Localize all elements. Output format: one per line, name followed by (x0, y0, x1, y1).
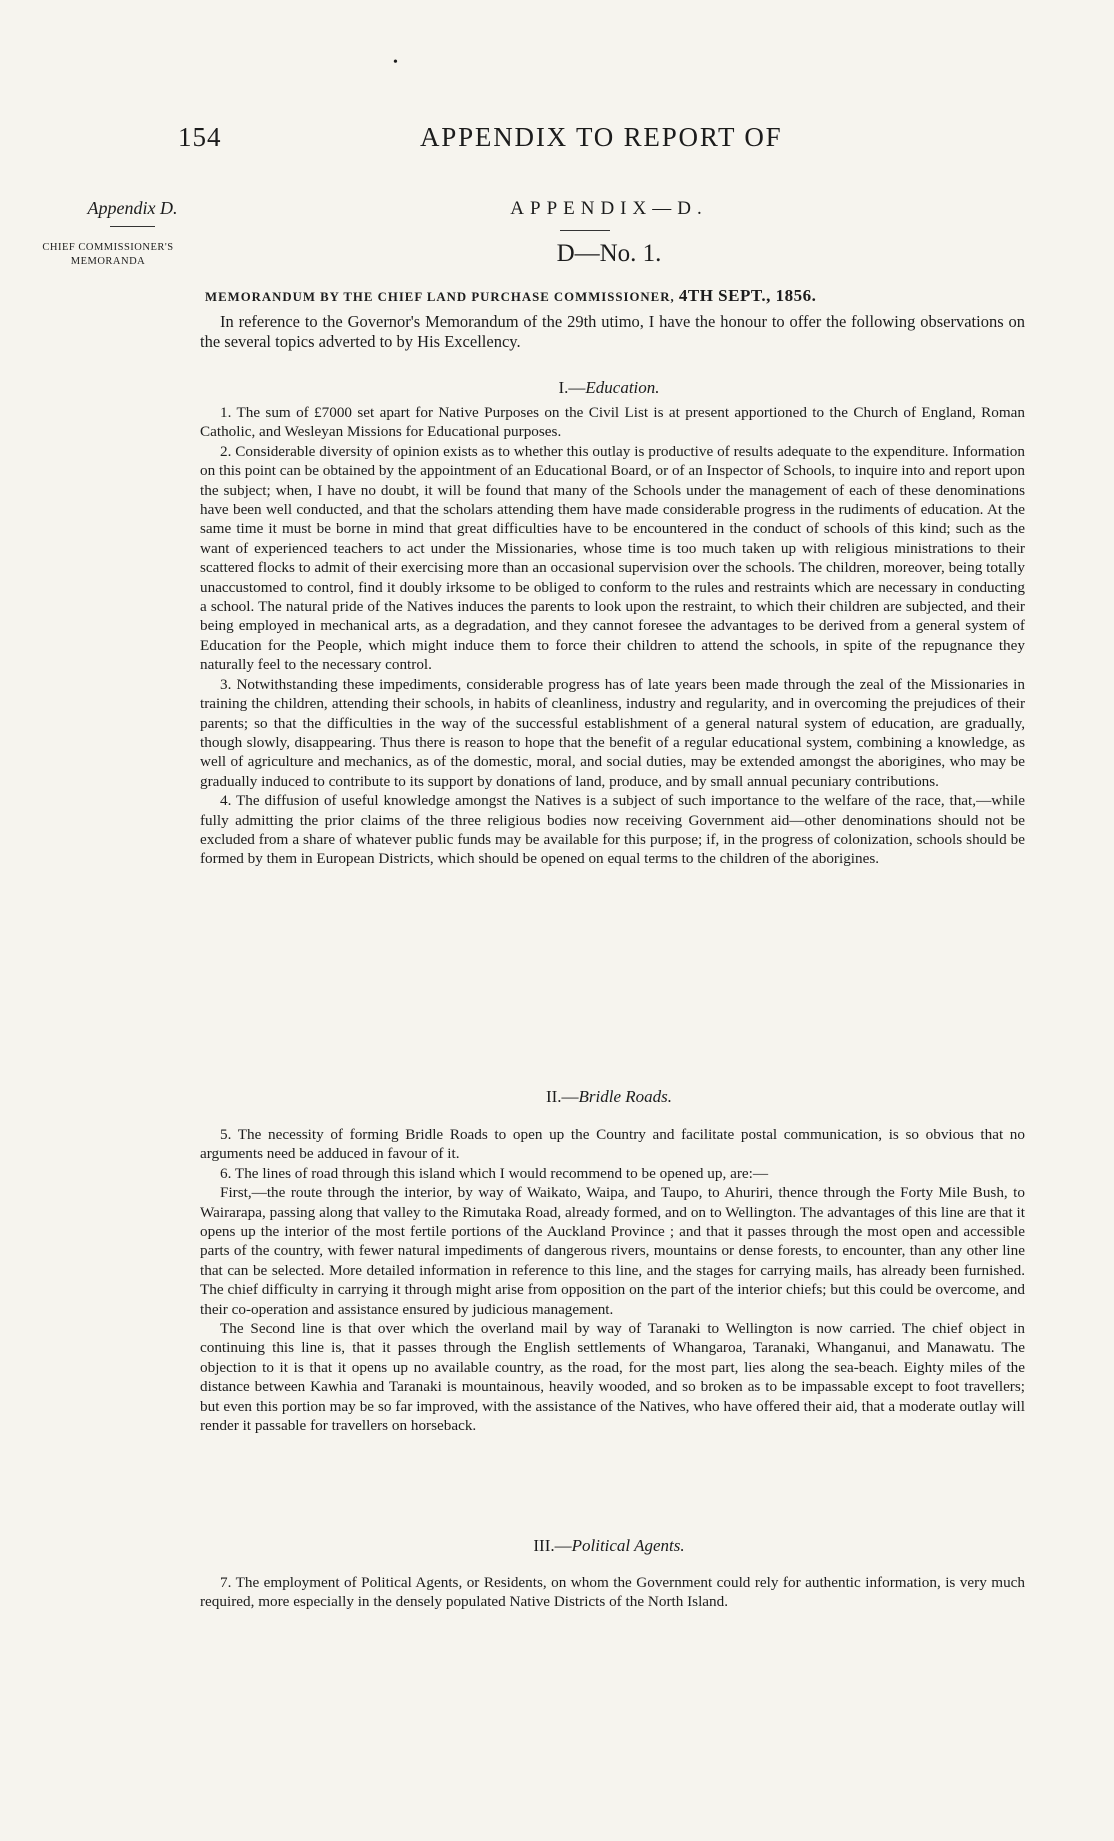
running-title: APPENDIX TO REPORT OF (420, 122, 783, 152)
page-number: 154 (178, 122, 222, 152)
section-numeral: III.— (533, 1536, 572, 1555)
paragraph: First,—the route through the interior, by way of Waikato, Waipa, and Taupo, to Ahuriri, thence through the Forty Mile Bush, to Wairarapa, passing along that valley to the Rimutaka Road, already formed, and on to Wellington. The advantages of this line are that it opens up the interior of the most fertile portions of the Auckland Province ; and that it passes through the most open and accessible parts of the country, with fewer natural impediments of dangerous rivers, mountains or dense forests, to encounter, than any other line that can be selected. More detailed information in reference to this line, and the stages for carrying mails, has already been furnished. The chief difficulty in carrying it through might arise from opposition on the part of the interior chiefs; but this could be overcome, and their co-operation and assistance ensured by judicious management. (200, 1184, 1025, 1318)
section-name: Political Agents. (571, 1536, 685, 1555)
paragraph: 1. The sum of £7000 set apart for Native Purposes on the Civil List is at present apportioned to the Church of England, Roman Catholic, and Wesleyan Missions for Educational purposes. (200, 404, 1025, 441)
paragraph: 6. The lines of road through this island which I would recommend to be opened up, are:— (220, 1164, 769, 1182)
margin-memo-line-2: MEMORANDA (70, 256, 146, 267)
section-name: Bridle Roads. (578, 1087, 673, 1106)
margin-divider (110, 226, 155, 227)
memo-heading-title: MEMORANDUM BY THE CHIEF LAND PURCHASE COMMISSIONER, (205, 290, 675, 304)
stray-dot: • (393, 55, 398, 70)
appendix-title: APPENDIX—D. (510, 198, 708, 219)
intro-paragraph: In reference to the Governor's Memorandum of the 29th utimo, I have the honour to offer the following observations on the several topics adverted to by His Excellency. (200, 312, 1025, 351)
section-title-bridle-roads (0, 1087, 1114, 1107)
margin-memo-line-1: CHIEF COMMISSIONER'S (42, 242, 174, 253)
margin-appendix-label: Appendix D. (87, 198, 178, 218)
section-body-education (200, 403, 1025, 869)
paragraph: The Second line is that over which the overland mail by way of Taranaki to Wellington is now carried. The chief object in continuing this line is, that it passes through the English settlements of Whangaroa, Taranaki, Whanganui, and Manawatu. The objection to it is that it opens up no available country, as the road, for the most part, lies along the sea-beach. Eighty miles of the distance between Kawhia and Taranaki is mountainous, heavily wooded, and so broken as to be impassable except to foot travellers; but even this portion may be so far improved, with the assistance of the Natives, who have offered their aid, that a moderate outlay will render it passable for travellers on horseback. (200, 1320, 1025, 1435)
paragraph: 7. The employment of Political Agents, or Residents, on whom the Government could rely for authentic information, is very much required, more especially in the densely populated Native Districts of the North Island. (200, 1574, 1025, 1611)
section-title-education (0, 378, 1114, 398)
memo-heading-date: 4TH SEPT., 1856. (678, 286, 817, 305)
paragraph: 3. Notwithstanding these impediments, considerable progress has of late years been made through the zeal of the Missionaries in training the children, attending their schools, in habits of cleanliness, industry and regularity, and in overcoming the prejudices of their parents; so that the difficulties in the way of the successful establishment of a general natural system of education, are gradually, though slowly, disappearing. Thus there is reason to hope that the benefit of a regular educational system, combining a knowledge, as well of agriculture and mechanics, as of the domestic, moral, and social duties, may be extended amongst the aborigines, who may be gradually induced to contribute to its support by donations of land, produce, and by small annual pecuniary contributions. (200, 675, 1025, 790)
section-title-political-agents (0, 1536, 1114, 1556)
title-divider (560, 230, 610, 231)
section-body-bridle-roads (200, 1125, 1025, 1436)
paragraph: 5. The necessity of forming Bridle Roads to open up the Country and facilitate postal communication, is so obvious that no arguments need be adduced in favour of it. (200, 1126, 1025, 1163)
section-numeral: I.— (558, 378, 586, 397)
paragraph: 2. Considerable diversity of opinion exists as to whether this outlay is productive of results adequate to the expenditure. Information on this point can be obtained by the appointment of an Educational Board, or of an Inspector of Schools, to inquire into and report upon the subject; when, I have no doubt, it will be found that many of the Schools under the management of each of these denominations have been well conducted, and that the scholars attending them have made considerable progress in the rudiments of education. At the same time it must be borne in mind that great difficulties have to be encountered in the conduct of schools of this kind; such as the want of experienced teachers to act under the Missionaries, whose time is too much taken up with religious ministrations to their scattered flocks to admit of their exercising more than an occasional supervision over the schools. The children, moreover, being totally unaccustomed to control, find it doubly irksome to be obliged to conform to the rules and restraints which are necessary in conducting a school. The natural pride of the Natives induces the parents to look upon the restraint, to which their children are subjected, and their being employed in mechanical arts, as a degradation, and they cannot foresee the advantages to be derived from a general system of Education for the People, which might induce them to force their children to attend the schools, in spite of the repugnance they naturally feel to the necessary control. (200, 442, 1025, 674)
section-name: Education. (585, 378, 660, 397)
memo-heading (205, 286, 1035, 306)
section-numeral: II.— (545, 1087, 579, 1106)
paragraph: 4. The diffusion of useful knowledge amongst the Natives is a subject of such importance to the welfare of the race, that,—while fully admitting the prior claims of the three religious bodies now receiving Government aid—other denominations should not be excluded from a share of whatever public funds may be available for this purpose; if, in the progress of colonization, schools should be formed by them in European Districts, which should be opened on equal terms to the children of the aborigines. (200, 792, 1025, 868)
section-body-political-agents (200, 1573, 1025, 1612)
document-number: D—No. 1. (556, 240, 662, 267)
